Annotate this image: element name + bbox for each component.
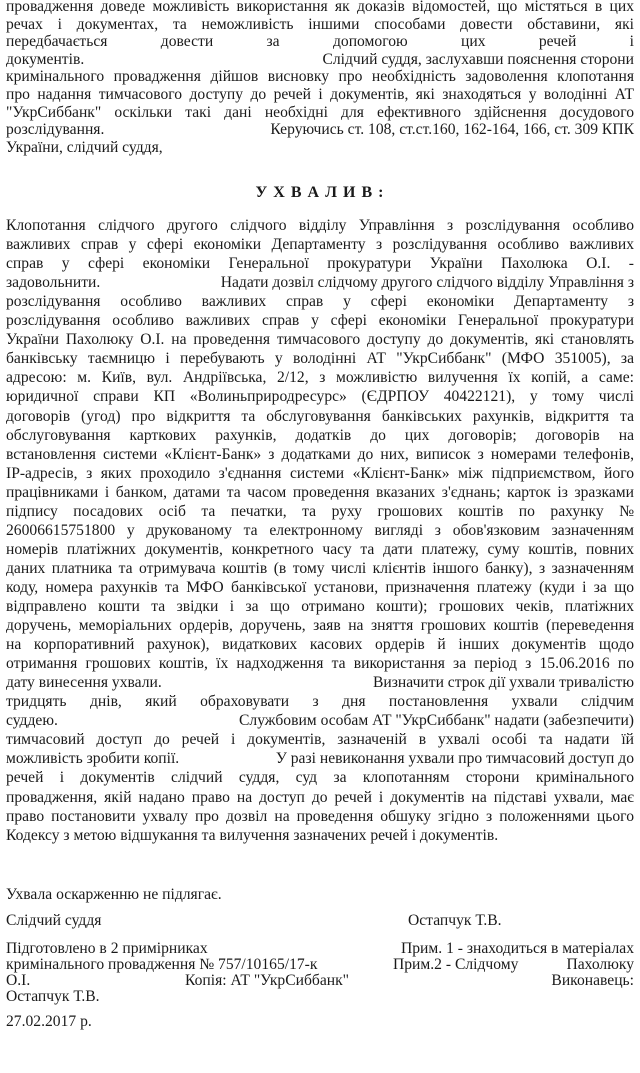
line-text: задовольнити.	[6, 274, 101, 292]
text-line	[6, 85, 634, 104]
line-text: речах і документах, та неможливість іншими способами довести обставини, які	[6, 15, 634, 33]
line-text: коду, номера рахунків та МФО банківської установи, призначення платежу (куди і за що	[6, 578, 634, 596]
copy1-note: Прим. 1 - знаходиться в матеріалах	[401, 940, 634, 957]
ruling-heading: У Х В А Л И В :	[255, 184, 385, 201]
copy-bank: Копія: АТ "УкрСиббанк"	[185, 972, 350, 989]
text-line	[6, 15, 634, 34]
line-text: провадження доведе можливість використання як доказів відомостей, що містяться в цих	[6, 0, 634, 15]
text-line	[6, 597, 634, 616]
text-line	[6, 292, 634, 311]
line-text: номерів платіжних документів, конкретного часу та дати платежу, суму коштів, повних	[6, 540, 634, 558]
text-line	[6, 711, 634, 730]
line-text: України, слідчий суддя,	[6, 138, 163, 156]
text-line	[6, 692, 634, 711]
text-line	[6, 254, 634, 273]
line-text: про надання тимчасового доступу до речей і документів, які знаходяться у володінні АТ	[6, 86, 634, 103]
line-text-right: Слідчий суддя, заслухавши пояснення сторони	[322, 50, 634, 68]
text-line	[6, 103, 634, 122]
line-text: провадження, якій надано право на доступ до речей і документів на підставі ухвали, має	[6, 788, 634, 806]
judge-label: Слідчий суддя	[6, 912, 102, 929]
line-text: встановлення системи «Клієнт-Банк» з додатками до них, виписок з номерами телефонів,	[6, 445, 634, 463]
text-line	[6, 521, 634, 540]
line-text: обслуговування карткових рахунків, додатків до цих договорів; договорів на	[6, 426, 634, 444]
text-line	[6, 464, 634, 483]
line-text: договорів (угод) про відкриття та обслуговування банківських рахунків, відкриття та	[6, 407, 634, 425]
text-line	[6, 502, 634, 521]
line-text: відправлено кошти та звідки і за що отримано кошти); грошових чеків, платіжних	[6, 598, 634, 615]
text-line	[6, 426, 634, 445]
text-line	[6, 273, 634, 292]
line-text-right: Керуючись ст. 108, ст.ст.160, 162-164, 166, ст. 309 КПК	[270, 121, 634, 139]
text-line	[6, 349, 634, 368]
line-text: "УкрСиббанк" оскільки такі дані необхідні для ефективного здійснення досудового	[6, 103, 634, 121]
case-number: кримінального провадження № 757/10165/17-к	[6, 956, 318, 973]
line-text-right: Службовим особам АТ "УкрСиббанк" надати (забезпечити)	[239, 712, 634, 730]
line-text: IP-адресів, з яких проходило з'єднання системи «Клієнт-Банк» між підприємством, його	[6, 464, 634, 482]
executor-label: Виконавець:	[551, 972, 634, 989]
line-text-right: Надати дозвіл слідчому другого слідчого відділу Управління з	[220, 274, 634, 292]
line-text: передбачається довести за допомогою цих речей і	[6, 33, 634, 51]
line-text: Клопотання слідчого другого слідчого відділу Управління з розслідування особливо	[6, 217, 634, 234]
text-line	[6, 445, 634, 464]
line-text: на корпоративний рахунок), видаткових касових ордерів й інших документів щодо	[6, 636, 634, 654]
document-date: 27.02.2017 р.	[6, 1013, 92, 1030]
text-line	[6, 730, 634, 749]
copy2-name: Пахолюку	[566, 956, 634, 973]
text-line	[6, 540, 634, 559]
line-text: юридичної справи КП «Волиньприродресурс» (ЄДРПОУ 40422121), у тому числі	[6, 388, 634, 406]
line-text: розслідування.	[6, 121, 105, 139]
line-text: Кодексу з метою відшукання та вилучення зазначених речей і документів.	[6, 826, 499, 844]
judge-name: Остапчук Т.В.	[408, 912, 502, 929]
text-line	[6, 483, 634, 502]
text-line	[6, 387, 634, 406]
text-line	[6, 749, 634, 768]
text-line	[6, 559, 634, 578]
prepared-note: Підготовлено в 2 примірниках	[6, 940, 208, 957]
line-text: речей і документів слідчий суддя, суд за клопотанням сторони кримінального	[6, 769, 634, 787]
line-text: адресою: м. Київ, вул. Андріївська, 2/12, з можливістю вилучення їх копій, а саме:	[6, 369, 634, 387]
text-line	[6, 368, 634, 387]
text-line	[6, 216, 634, 235]
line-text: банківську таємницю і перебувають у володінні АТ "УкрСиббанк" (МФО 351005), за	[6, 350, 634, 368]
line-text: отримання грошових коштів, їх надходження та використання за період з 15.06.2016 по	[6, 655, 634, 673]
text-line	[6, 616, 634, 635]
line-text: даних платника та отримувача коштів (в тому числі клієнтів іншого банку), з зазначенням	[6, 559, 634, 577]
line-text: розслідування особливо важливих справ у сфері економіки Генеральної прокуратури	[6, 312, 634, 330]
text-line	[6, 654, 634, 673]
line-text: можливість зробити копії.	[6, 750, 180, 768]
text-line	[6, 50, 634, 69]
line-text: суддею.	[6, 712, 58, 730]
text-line	[6, 635, 634, 654]
text-line	[6, 32, 634, 51]
text-line	[6, 826, 634, 845]
line-text: доручень, меморіальних ордерів, доручень, заяв на зняття грошових коштів (переведення	[6, 617, 634, 635]
text-line	[6, 768, 634, 787]
text-line	[6, 578, 634, 597]
line-text: важливих справ у сфері економіки Департаменту з розслідування особливо важливих	[6, 236, 634, 254]
line-text: кримінального провадження дійшов висновку про необхідність задоволення клопотання	[6, 68, 634, 86]
executor-name: Остапчук Т.В.	[6, 988, 100, 1005]
text-line	[6, 120, 634, 139]
text-line	[6, 67, 634, 86]
line-text: працівниками і банком, датами та часом проведення вказаних з'єднань; карток із зразками	[6, 483, 634, 501]
text-line	[6, 788, 634, 807]
line-text: розслідування особливо важливих справ у сфері економіки Департаменту з	[6, 293, 634, 311]
line-text: дату винесення ухвали.	[6, 674, 162, 692]
text-line	[6, 807, 634, 826]
line-text: справ у сфері економіки Генеральної прокуратури України Пахолюка О.І. -	[6, 255, 634, 273]
line-text: 26006615751800 у друкованому та електронному вигляді з обов'язковим зазначенням	[6, 521, 634, 539]
line-text-right: Визначити строк дії ухвали тривалістю	[373, 674, 634, 692]
initials: О.І.	[6, 972, 31, 989]
text-line	[6, 235, 634, 254]
appeal-note: Ухвала оскарженню не підлягає.	[6, 886, 222, 903]
text-line	[6, 673, 634, 692]
line-text: тридцять днів, який обраховувати з дня постановлення ухвали слідчим	[6, 693, 634, 711]
text-line	[6, 138, 634, 157]
text-line	[6, 330, 634, 349]
text-line	[6, 311, 634, 330]
line-text: документів.	[6, 50, 85, 68]
text-line	[6, 0, 634, 16]
copy2-note: Прим.2 - Слідчому	[393, 956, 519, 973]
line-text-right: У разі невиконання ухвали про тимчасовий доступ до	[275, 750, 634, 768]
line-text: підпису посадових осіб та печатки, та руху грошових коштів по рахунку №	[6, 502, 634, 520]
line-text: України Пахолюку О.І. на проведення тимчасового доступу до документів, які становлять	[6, 331, 634, 349]
text-line	[6, 407, 634, 426]
line-text: право постановити ухвалу про дозвіл на проведення обшуку згідно з положеннями цього	[6, 807, 634, 825]
line-text: тимчасовий доступ до речей і документів, зазначеній в ухвалі особі та надати їй	[6, 731, 634, 749]
